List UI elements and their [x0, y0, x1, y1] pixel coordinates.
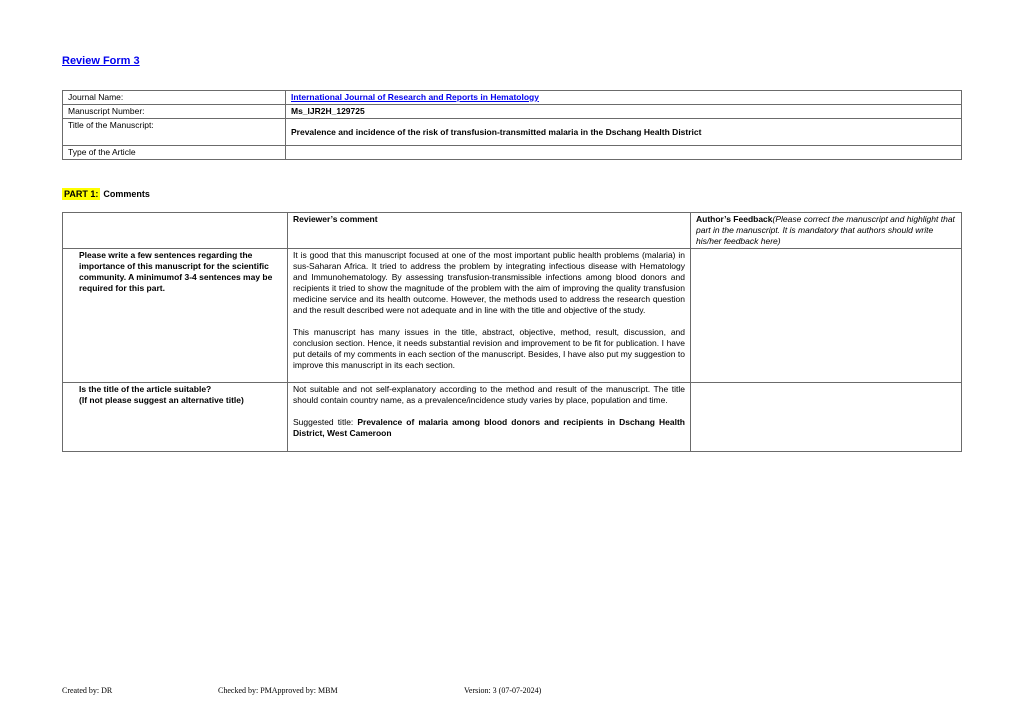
- article-type-label: Type of the Article: [63, 146, 286, 160]
- importance-author-feedback-cell[interactable]: [691, 249, 962, 383]
- comment-paragraph: Not suitable and not self-explanatory according to the method and result of the manuscript. The title should contain country name, as a prevalence/incidence study varies by place, population and time.: [293, 384, 685, 405]
- comment-row-title-suitability: [63, 383, 962, 452]
- comment-row-importance: [63, 249, 962, 383]
- comment-paragraph: It is good that this manuscript focused at one of the most important public health problems (malaria) in sus-Saharan Africa. It tried to address the problem by integrating infectious disease with Hematology and Immunohematology. By assessing transfusion-transmissible infections among blood donors and recipients it tried to show the magnitude of the problem with the aim of improving the quality transfusion medicine service and its health outcome. However, the methods used to address the research question and the result described were not adequate and in line with the title and objective of the study.: [293, 250, 685, 315]
- info-row-manuscript-title: [63, 119, 962, 146]
- question-column-header: [63, 213, 288, 249]
- suggested-title-value: Prevalence of malaria among blood donors and recipients in Dschang Health District, West Cameroon: [293, 417, 685, 438]
- question-line: (If not please suggest an alternative title): [79, 395, 244, 405]
- reviewer-comment-header: Reviewer’s comment: [288, 213, 691, 249]
- author-feedback-header: [691, 213, 962, 249]
- page-title: Review Form 3: [62, 55, 140, 67]
- part1-title: Comments: [103, 189, 150, 199]
- article-type-value: [286, 146, 962, 160]
- suggested-title-label: Suggested title:: [293, 417, 358, 427]
- part1-label: PART 1:: [64, 189, 99, 199]
- question-line: Is the title of the article suitable?: [79, 384, 212, 394]
- comments-header-row: [63, 213, 962, 249]
- info-row-article-type: [63, 146, 962, 160]
- manuscript-title-value: Prevalence and incidence of the risk of transfusion-transmitted malaria in the Dschang Health District: [286, 119, 962, 146]
- footer-version: Version: 3 (07-07-2024): [464, 686, 542, 695]
- footer-checked-by: Checked by: PMApproved by: MBM: [218, 686, 338, 695]
- comments-table: [62, 212, 962, 452]
- manuscript-info-table: [62, 90, 962, 160]
- info-row-manuscript-number: [63, 105, 962, 119]
- author-feedback-header-title: Author’s Feedback: [696, 214, 773, 224]
- info-row-journal: [63, 91, 962, 105]
- manuscript-number-label: Manuscript Number:: [63, 105, 286, 119]
- importance-reviewer-comment: [288, 249, 691, 383]
- journal-name-cell: [286, 91, 962, 105]
- part1-heading: [62, 189, 150, 199]
- title-suitability-author-feedback-cell[interactable]: [691, 383, 962, 452]
- importance-question: Please write a few sentences regarding the importance of this manuscript for the scientific community. A minimumof 3-4 sentences may be required for this part.: [63, 249, 288, 383]
- journal-link[interactable]: International Journal of Research and Reports in Hematology: [291, 92, 539, 102]
- title-suitability-question: [63, 383, 288, 452]
- manuscript-number-value: Ms_IJR2H_129725: [286, 105, 962, 119]
- footer-created-by: Created by: DR: [62, 686, 113, 695]
- title-suitability-reviewer-comment: [288, 383, 691, 452]
- manuscript-title-label: Title of the Manuscript:: [63, 119, 286, 146]
- journal-name-label: Journal Name:: [63, 91, 286, 105]
- comment-paragraph: This manuscript has many issues in the title, abstract, objective, method, result, discussion, and conclusion section. Hence, it needs substantial revision and improvement to be fit for publication. I have put details of my comments in each section of the manuscript. Besides, I have also put my suggestion to improve this manuscript in its each section.: [293, 327, 685, 370]
- suggested-title-paragraph: [293, 417, 685, 439]
- author-feedback-header-note: (Please correct the manuscript and highlight that part in the manuscript. It is mandatory that authors should write his/her feedback here): [696, 214, 955, 246]
